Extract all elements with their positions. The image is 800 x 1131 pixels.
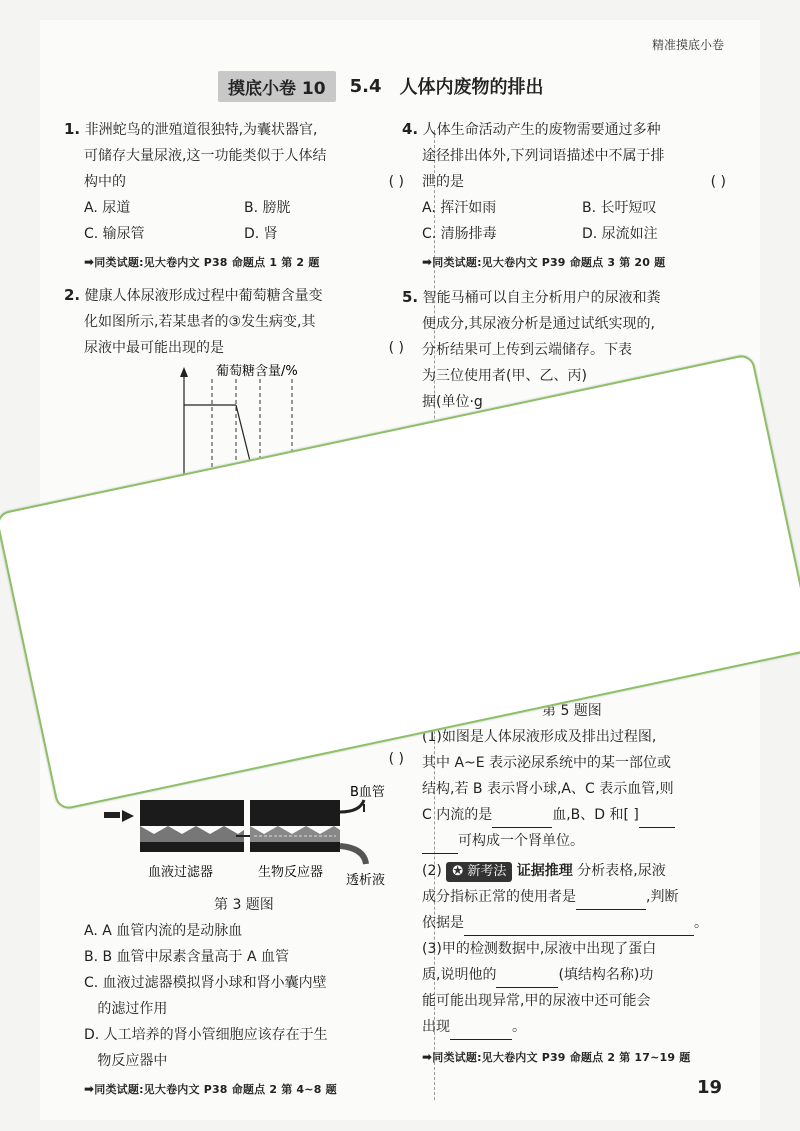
y-axis-arrow-icon bbox=[180, 367, 188, 377]
q5-sub3-line1: (3)甲的检测数据中,尿液中出现了蛋白 bbox=[422, 941, 657, 957]
reactor-bottom bbox=[250, 842, 340, 852]
q2-text-line1: 健康人体尿液形成过程中葡萄糖含量变 bbox=[84, 288, 323, 304]
q4-answer-paren: ( ) bbox=[710, 174, 726, 190]
q1-reference bbox=[64, 249, 410, 276]
q3-option-a: A. A 血管内流的是动脉血 bbox=[84, 923, 243, 939]
dialysis-outflow-icon bbox=[340, 846, 366, 864]
b-vessel-label: B血管 bbox=[350, 785, 385, 800]
q3-answer-paren: ( ) bbox=[388, 751, 404, 767]
q5-sub1-text: C 内流的是 bbox=[422, 807, 493, 823]
q5-sub1-text3: 可构成一个肾单位。 bbox=[458, 833, 584, 849]
q1-number: 1. bbox=[64, 120, 81, 138]
q3-option-c-cont: 的滤过作用 bbox=[84, 1001, 168, 1017]
q1-options bbox=[64, 195, 410, 247]
q5-sub2-line2 bbox=[402, 884, 732, 910]
q5-sub1-line3: 结构,若 B 表示肾小球,A、C 表示血管,则 bbox=[422, 781, 674, 797]
q5-sub3-text: 质,说明他的 bbox=[422, 967, 497, 983]
q3-option-c: C. 血液过滤器模拟肾小球和肾小囊内壁 bbox=[84, 975, 327, 991]
inflow-arrow-icon bbox=[122, 810, 134, 822]
q5-blank-2[interactable] bbox=[639, 811, 675, 828]
q3-reference-text: 同类试题:见大卷内文 P38 命题点 2 第 4~8 题 bbox=[94, 1083, 337, 1096]
evidence-reasoning-label: 证据推理 bbox=[516, 863, 573, 879]
q1-text-line3: 构中的 bbox=[84, 174, 126, 190]
q5-sub3-line2 bbox=[402, 962, 732, 988]
arrow-icon: ➡ bbox=[84, 1082, 95, 1096]
q5-sub3-text3: 出现 bbox=[422, 1019, 450, 1035]
lightbulb-icon: ✪ bbox=[452, 864, 464, 879]
q5-sub1-text2: 血,B、D 和[ ] bbox=[552, 807, 639, 823]
q5-caption: 第 5 题图 bbox=[542, 703, 602, 719]
q5-sub3-line3: 能可能出现异常,甲的尿液中还可能会 bbox=[422, 993, 651, 1009]
q1-answer-paren: ( ) bbox=[388, 174, 404, 190]
q5-blank-7[interactable] bbox=[450, 1023, 512, 1040]
q1-reference-text: 同类试题:见大卷内文 P38 命题点 1 第 2 题 bbox=[94, 256, 320, 269]
title-badge: 摸底小卷 10 bbox=[218, 71, 336, 102]
q5-sub2-text3: ,判断 bbox=[646, 889, 679, 905]
glucose-chart-title: 葡萄糖含量/% bbox=[216, 364, 298, 379]
arrow-icon: ➡ bbox=[84, 255, 95, 269]
q5-blank-4[interactable] bbox=[576, 893, 646, 910]
arrow-icon: ➡ bbox=[422, 255, 433, 269]
q5-text-line5: 据(单位·g bbox=[422, 394, 483, 410]
question-1 bbox=[64, 116, 410, 276]
q5-text-line1: 智能马桶可以自主分析用户的尿液和粪 bbox=[422, 290, 661, 306]
q5-sub2-text4: 依据是 bbox=[422, 915, 464, 931]
filter-label: 血液过滤器 bbox=[148, 865, 214, 880]
q5-reference-text: 同类试题:见大卷内文 P39 命题点 2 第 17~19 题 bbox=[432, 1051, 691, 1064]
q3-reference bbox=[64, 1076, 410, 1103]
q5-text-line2: 便成分,其尿液分析是通过试纸实现的, bbox=[422, 316, 655, 332]
page-title bbox=[218, 68, 618, 104]
q4-text-line1: 人体生命活动产生的废物需要通过多种 bbox=[422, 122, 661, 138]
q5-sub1-line5 bbox=[402, 828, 732, 854]
reactor-top bbox=[250, 800, 340, 826]
q5-blank-3[interactable] bbox=[422, 837, 458, 854]
outflow-arrow-icon bbox=[340, 800, 364, 812]
reactor-membrane bbox=[250, 826, 340, 842]
question-4 bbox=[402, 116, 732, 276]
q3-caption: 第 3 题图 bbox=[214, 897, 274, 913]
q4-option-d: D. 尿流如注 bbox=[582, 226, 658, 242]
q5-blank-6[interactable] bbox=[496, 971, 558, 988]
title-section: 5.4 bbox=[349, 75, 382, 97]
q2-answer-paren: ( ) bbox=[388, 340, 404, 356]
q4-number: 4. bbox=[402, 120, 419, 138]
q5-sub1-line2: 其中 A~E 表示泌尿系统中的某一部位或 bbox=[422, 755, 672, 771]
q4-option-c: C. 清肠排毒 bbox=[422, 226, 497, 242]
q5-number: 5. bbox=[402, 288, 419, 306]
q4-text-line2: 途径排出体外,下列词语描述中不属于排 bbox=[422, 148, 665, 164]
q4-options bbox=[402, 195, 732, 247]
filter-bottom bbox=[140, 842, 244, 852]
q5-blank-1[interactable] bbox=[492, 811, 552, 828]
q4-option-a: A. 挥汗如雨 bbox=[422, 200, 497, 216]
q1-option-d: D. 肾 bbox=[244, 226, 278, 242]
q5-text-line3: 分析结果可上传到云端储存。下表 bbox=[422, 342, 632, 358]
q5-reference bbox=[402, 1044, 732, 1071]
new-method-badge bbox=[446, 862, 512, 882]
q5-sub2-text2: 成分指标正常的使用者是 bbox=[422, 889, 576, 905]
q2-text-line3: 尿液中最可能出现的是 bbox=[84, 340, 224, 356]
q5-sub1-line1: (1)如图是人体尿液形成及排出过程图, bbox=[422, 729, 657, 745]
q3-option-b: B. B 血管中尿素含量高于 A 血管 bbox=[84, 949, 290, 965]
q3-option-d-cont: 物反应器中 bbox=[84, 1053, 168, 1069]
q3-option-d: D. 人工培养的肾小管细胞应该存在于生 bbox=[84, 1027, 328, 1043]
q4-text-line3: 泄的是 bbox=[422, 174, 464, 190]
q5-sub1-line4 bbox=[402, 802, 732, 828]
header-tag: 精准摸底小卷 bbox=[651, 38, 724, 52]
q5-sub3-line4: 出现 。 bbox=[402, 1014, 732, 1040]
q5-blank-5[interactable] bbox=[464, 919, 694, 936]
filter-membrane bbox=[140, 826, 244, 842]
q4-reference-text: 同类试题:见大卷内文 P39 命题点 3 第 20 题 bbox=[432, 256, 666, 269]
dialysis-label: 透析液 bbox=[346, 873, 386, 888]
q4-reference bbox=[402, 249, 732, 276]
q5-sub2-text: 分析表格,尿液 bbox=[577, 863, 666, 879]
reactor-label: 生物反应器 bbox=[258, 865, 324, 880]
inflow-arrow-shaft bbox=[104, 812, 120, 818]
q5-sub3-text2: (填结构名称)功 bbox=[558, 967, 654, 983]
q1-option-c: C. 输尿管 bbox=[84, 226, 145, 242]
q5-sub2-line3: 依据是 。 bbox=[402, 910, 732, 936]
arrow-icon: ➡ bbox=[422, 1050, 433, 1064]
q4-option-b: B. 长吁短叹 bbox=[582, 200, 657, 216]
q1-text-line1: 非洲蛇鸟的泄殖道很独特,为囊状器官, bbox=[84, 122, 318, 138]
q1-text-line2: 可储存大量尿液,这一功能类似于人体结 bbox=[84, 148, 327, 164]
q5-text-line4: 为三位使用者(甲、乙、丙) bbox=[422, 368, 587, 384]
new-method-text: 新考法 bbox=[467, 864, 507, 879]
title-text: 人体内废物的排出 bbox=[399, 77, 544, 98]
page-number: 19 bbox=[696, 1077, 722, 1098]
q2-text-line2: 化如图所示,若某患者的③发生病变,其 bbox=[84, 314, 316, 330]
q2-number: 2. bbox=[64, 286, 81, 304]
filter-top bbox=[140, 800, 244, 826]
q5-sub2-line1: (2) ✪ 新考法 证据推理 分析表格,尿液 bbox=[402, 858, 732, 884]
q1-option-b: B. 膀胱 bbox=[244, 200, 291, 216]
q1-option-a: A. 尿道 bbox=[84, 200, 131, 216]
